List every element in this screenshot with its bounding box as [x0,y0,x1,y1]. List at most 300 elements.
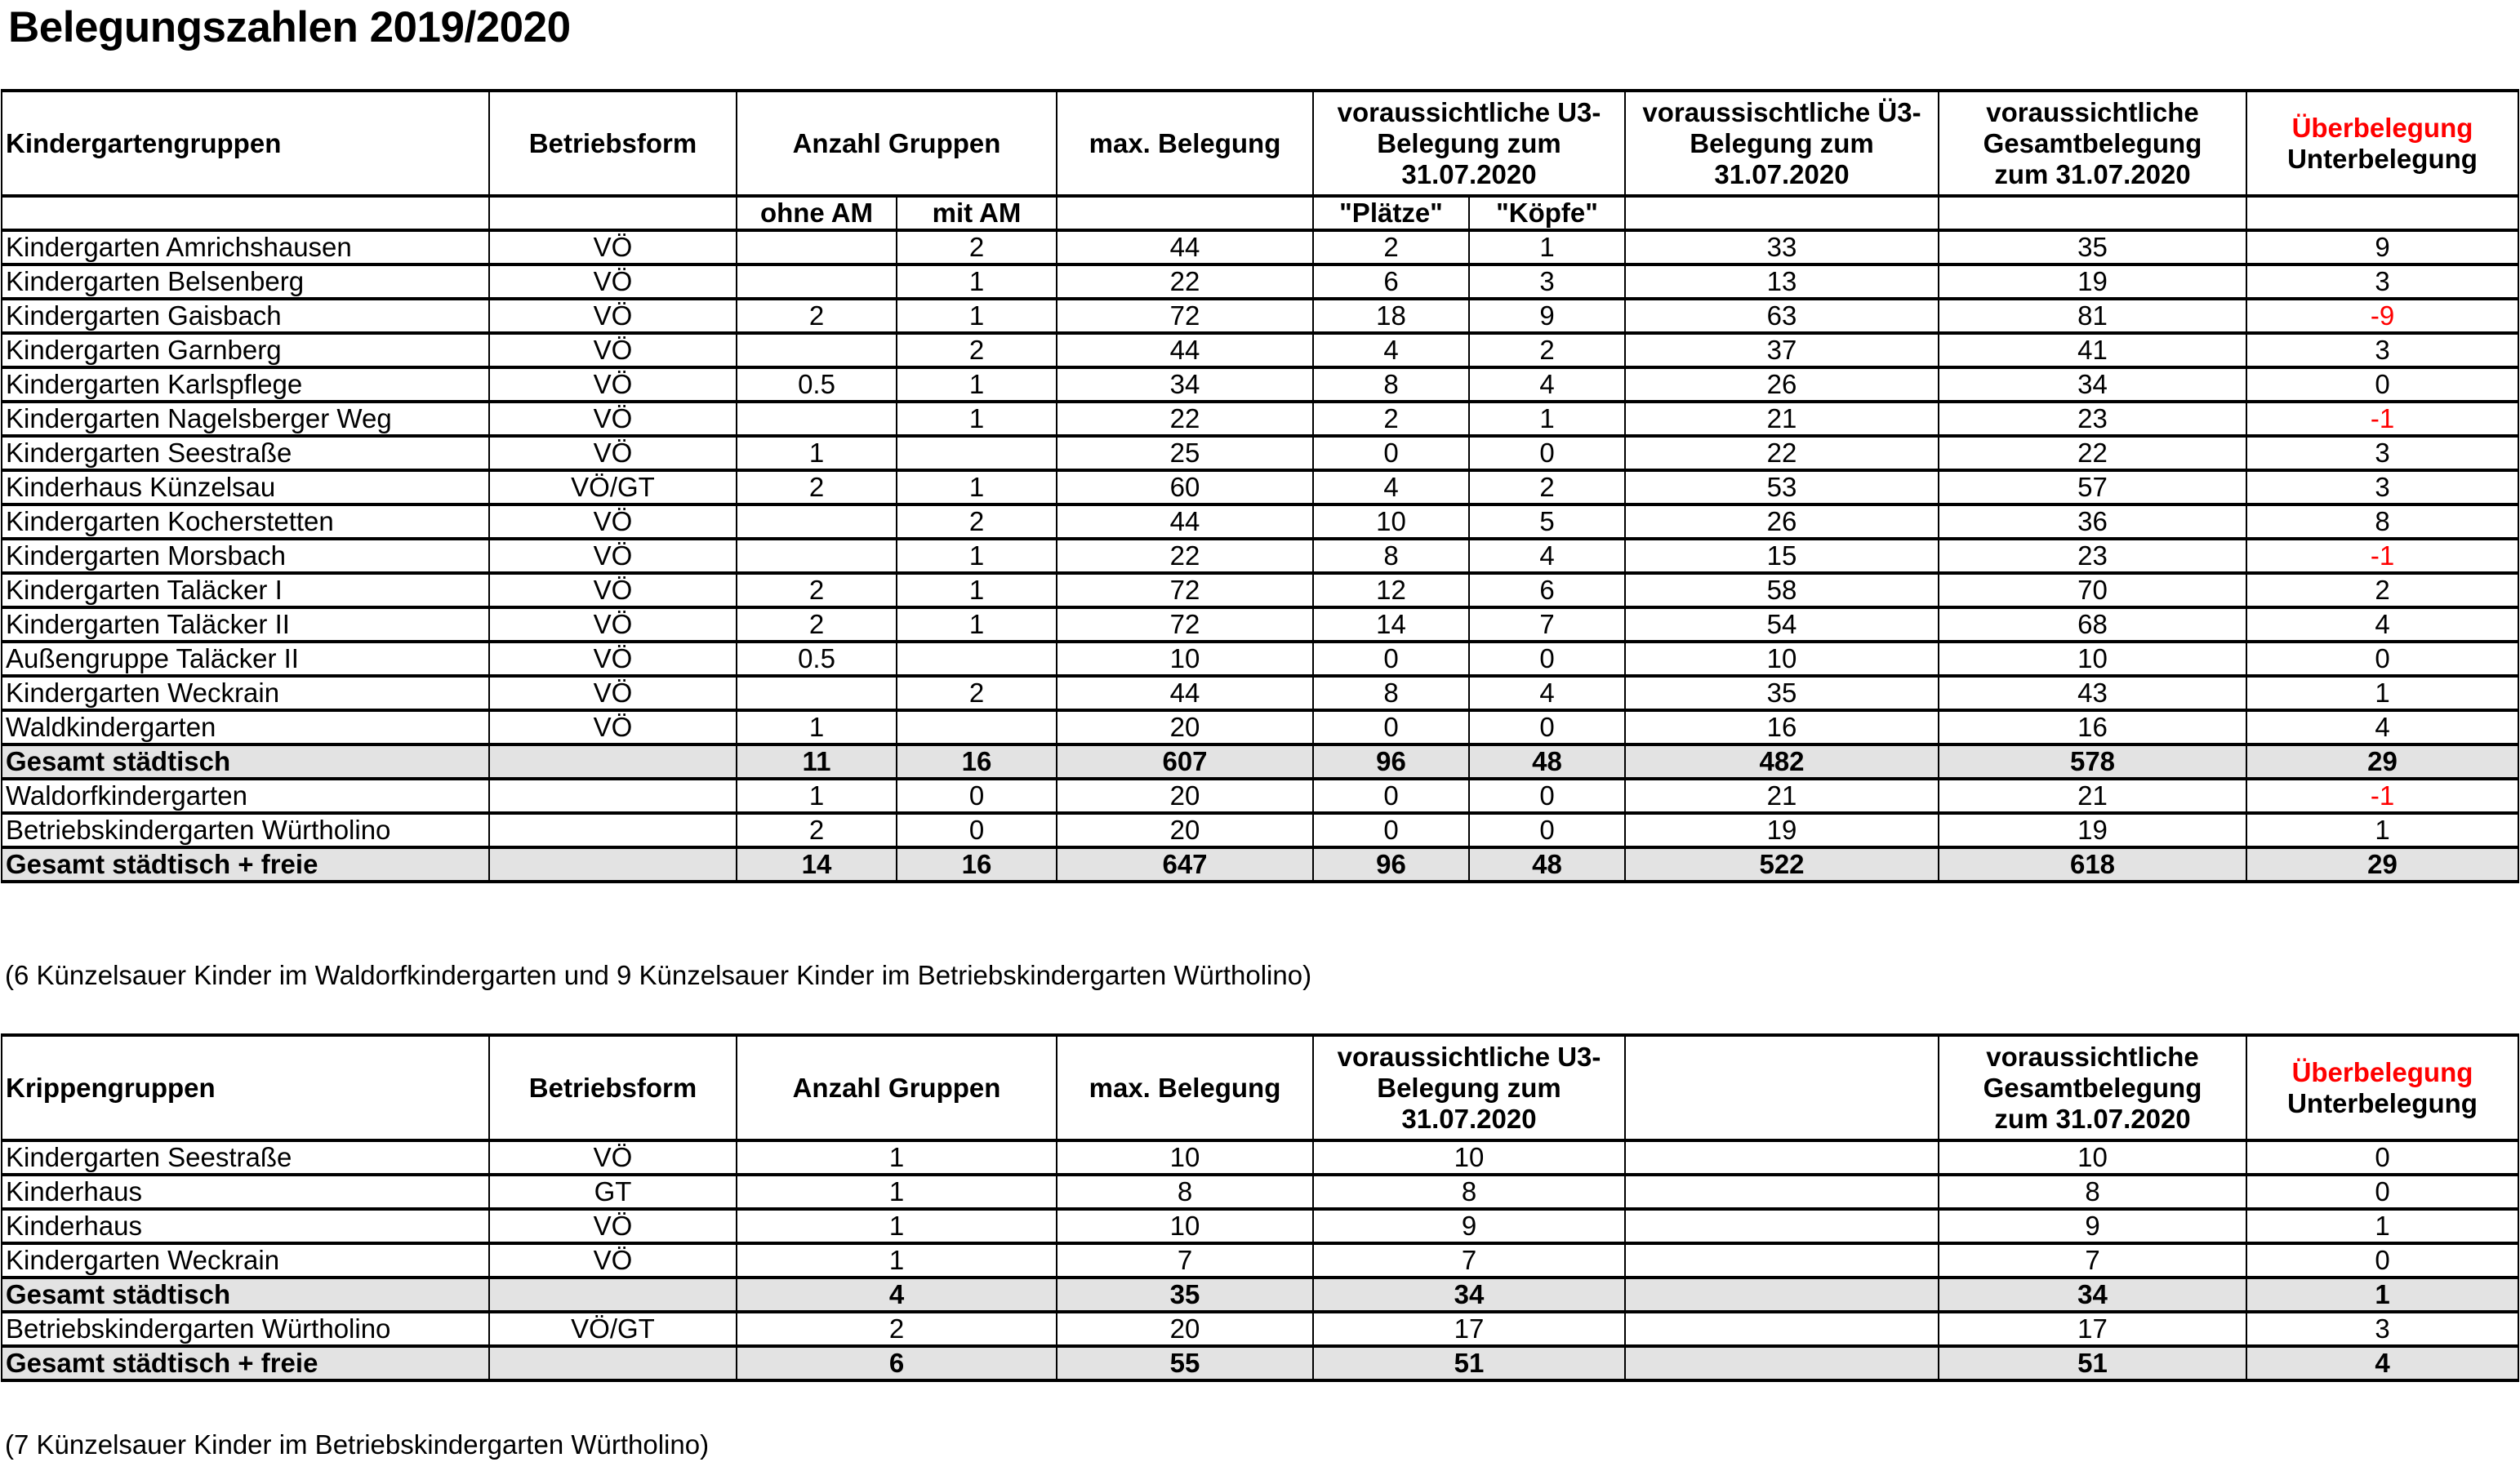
cell-gesamt: 578 [1939,744,2246,779]
cell-diff: 0 [2246,1140,2518,1175]
cell-empty [1625,1175,1939,1209]
cell-koepfe: 0 [1469,710,1625,744]
table-row [2,676,2518,710]
cell-mit-am: 1 [897,470,1057,504]
cell-name: Gesamt städtisch [2,1278,489,1312]
cell-gesamt: 41 [1939,333,2246,367]
header-u3-line: voraussichtliche U3- [1337,1041,1601,1072]
subheader-empty [489,196,737,230]
cell-ue3: 37 [1625,333,1939,367]
cell-name: Betriebskindergarten Würtholino [2,1312,489,1346]
cell-max: 44 [1057,333,1313,367]
cell-plaetze: 18 [1313,299,1469,333]
cell-gesamt: 43 [1939,676,2246,710]
total-row [2,744,2518,779]
cell-name: Gesamt städtisch + freie [2,847,489,882]
cell-max: 8 [1057,1175,1313,1209]
cell-max: 72 [1057,299,1313,333]
cell-empty [1625,1278,1939,1312]
cell-gesamt: 35 [1939,230,2246,264]
subheader-mit-am: mit AM [897,196,1057,230]
cell-ohne-am: 1 [737,710,897,744]
cell-mit-am: 1 [897,264,1057,299]
table-row [2,1312,2518,1346]
header-u3-line: voraussichtliche U3- [1337,96,1601,127]
cell-plaetze: 0 [1313,813,1469,847]
cell-koepfe: 0 [1469,779,1625,813]
cell-name: Kindergarten Morsbach [2,539,489,573]
cell-diff: 0 [2246,1175,2518,1209]
header-unterbelegung: Unterbelegung [2287,143,2478,174]
cell-ue3: 13 [1625,264,1939,299]
header-ue3-line: 31.07.2020 [1714,158,1850,189]
cell-u3: 7 [1313,1243,1625,1278]
cell-gesamt: 22 [1939,436,2246,470]
cell-form [489,779,737,813]
cell-ohne-am [737,539,897,573]
cell-plaetze: 0 [1313,710,1469,744]
cell-form: VÖ [489,264,737,299]
cell-mit-am: 2 [897,504,1057,539]
cell-mit-am: 1 [897,573,1057,607]
subheader-empty [1057,196,1313,230]
header-u3-line: Belegung zum [1377,127,1561,158]
cell-mit-am: 1 [897,367,1057,402]
header-gesamt-line: zum 31.07.2020 [1994,158,2191,189]
cell-form: VÖ [489,230,737,264]
cell-ue3: 16 [1625,710,1939,744]
cell-diff: 4 [2246,607,2518,642]
cell-ue3: 35 [1625,676,1939,710]
header-gesamt-line: voraussichtliche [1986,96,2199,127]
cell-diff: 29 [2246,847,2518,882]
cell-plaetze: 4 [1313,470,1469,504]
cell-gesamt: 618 [1939,847,2246,882]
cell-gesamt: 23 [1939,539,2246,573]
cell-koepfe: 0 [1469,642,1625,676]
cell-max: 22 [1057,539,1313,573]
table-row [2,470,2518,504]
header-gesamt-line: zum 31.07.2020 [1994,1103,2191,1134]
header-ueber-unterbelegung [2246,1035,2518,1140]
cell-u3: 17 [1313,1312,1625,1346]
page-title: Belegungszahlen 2019/2020 [8,3,571,51]
table-row [2,264,2518,299]
cell-ue3: 15 [1625,539,1939,573]
header-gesamtbelegung [1939,1035,2246,1140]
header-ue3-line: voraussischtliche Ü3- [1642,96,1921,127]
cell-ohne-am: 2 [737,470,897,504]
cell-ue3: 26 [1625,367,1939,402]
cell-form: VÖ [489,333,737,367]
cell-max: 7 [1057,1243,1313,1278]
header-gesamt-line: voraussichtliche [1986,1041,2199,1072]
cell-koepfe: 6 [1469,573,1625,607]
cell-max: 20 [1057,779,1313,813]
header-u3-belegung [1313,91,1625,196]
cell-u3: 34 [1313,1278,1625,1312]
cell-name: Außengruppe Taläcker II [2,642,489,676]
cell-koepfe: 7 [1469,607,1625,642]
cell-plaetze: 96 [1313,744,1469,779]
cell-diff: 3 [2246,264,2518,299]
cell-gesamt: 10 [1939,1140,2246,1175]
cell-mit-am: 1 [897,402,1057,436]
cell-diff: 2 [2246,573,2518,607]
cell-form: VÖ/GT [489,1312,737,1346]
cell-ohne-am: 2 [737,607,897,642]
krippen-table [1,1033,2519,1382]
table-row [2,573,2518,607]
cell-name: Kinderhaus [2,1175,489,1209]
cell-max: 20 [1057,1312,1313,1346]
cell-diff: 1 [2246,1278,2518,1312]
cell-u3: 51 [1313,1346,1625,1380]
header-max-belegung: max. Belegung [1057,1035,1313,1140]
cell-plaetze: 96 [1313,847,1469,882]
cell-max: 22 [1057,402,1313,436]
cell-mit-am [897,710,1057,744]
cell-plaetze: 4 [1313,333,1469,367]
table-row [2,333,2518,367]
header-ue3-belegung [1625,91,1939,196]
cell-koepfe: 4 [1469,676,1625,710]
subheader-empty [1625,196,1939,230]
cell-diff: 3 [2246,470,2518,504]
cell-ue3: 33 [1625,230,1939,264]
cell-form: VÖ [489,676,737,710]
cell-koepfe: 4 [1469,539,1625,573]
cell-diff: 3 [2246,333,2518,367]
cell-gesamt: 68 [1939,607,2246,642]
cell-mit-am [897,436,1057,470]
cell-mit-am: 16 [897,847,1057,882]
cell-plaetze: 2 [1313,230,1469,264]
cell-koepfe: 48 [1469,847,1625,882]
cell-plaetze: 8 [1313,539,1469,573]
cell-name: Kindergarten Weckrain [2,1243,489,1278]
cell-koepfe: 48 [1469,744,1625,779]
header-empty [1625,1035,1939,1140]
cell-gesamt: 51 [1939,1346,2246,1380]
cell-gesamt: 10 [1939,642,2246,676]
cell-koepfe: 9 [1469,299,1625,333]
cell-name: Kinderhaus Künzelsau [2,470,489,504]
cell-gruppen: 2 [737,1312,1057,1346]
cell-plaetze: 0 [1313,642,1469,676]
cell-ohne-am [737,264,897,299]
cell-form: VÖ [489,367,737,402]
table-row [2,299,2518,333]
cell-form: VÖ [489,504,737,539]
footnote-kindergarten: (6 Künzelsauer Kinder im Waldorfkindergarten und 9 Künzelsauer Kinder im Betriebskindergarten Würtholino) [5,960,1312,990]
cell-plaetze: 2 [1313,402,1469,436]
cell-empty [1625,1243,1939,1278]
cell-form [489,1346,737,1380]
cell-diff: 3 [2246,436,2518,470]
cell-empty [1625,1346,1939,1380]
header-ue3-line: Belegung zum [1690,127,1874,158]
cell-gesamt: 9 [1939,1209,2246,1243]
cell-name: Kindergarten Gaisbach [2,299,489,333]
cell-max: 25 [1057,436,1313,470]
cell-ohne-am: 2 [737,299,897,333]
table-row [2,642,2518,676]
cell-form [489,813,737,847]
cell-name: Kindergarten Amrichshausen [2,230,489,264]
cell-max: 35 [1057,1278,1313,1312]
cell-empty [1625,1312,1939,1346]
cell-diff: 0 [2246,367,2518,402]
cell-plaetze: 14 [1313,607,1469,642]
cell-mit-am: 1 [897,539,1057,573]
cell-ohne-am: 0.5 [737,367,897,402]
cell-name: Gesamt städtisch [2,744,489,779]
cell-ohne-am [737,402,897,436]
cell-diff: 3 [2246,1312,2518,1346]
cell-name: Waldorfkindergarten [2,779,489,813]
cell-name: Kindergarten Nagelsberger Weg [2,402,489,436]
header-anzahl-gruppen: Anzahl Gruppen [737,91,1057,196]
cell-mit-am: 0 [897,813,1057,847]
cell-diff: 4 [2246,1346,2518,1380]
cell-gesamt: 16 [1939,710,2246,744]
cell-gruppen: 4 [737,1278,1057,1312]
cell-max: 44 [1057,676,1313,710]
cell-ohne-am: 11 [737,744,897,779]
cell-plaetze: 0 [1313,779,1469,813]
cell-koepfe: 1 [1469,230,1625,264]
cell-diff: 0 [2246,642,2518,676]
header-anzahl-gruppen: Anzahl Gruppen [737,1035,1057,1140]
cell-ue3: 482 [1625,744,1939,779]
header-ueberbelegung: Überbelegung [2291,112,2473,143]
cell-gesamt: 8 [1939,1175,2246,1209]
cell-name: Kindergarten Kocherstetten [2,504,489,539]
cell-name: Waldkindergarten [2,710,489,744]
cell-max: 44 [1057,230,1313,264]
table-row [2,710,2518,744]
cell-mit-am: 2 [897,676,1057,710]
table-row [2,779,2518,813]
cell-gesamt: 7 [1939,1243,2246,1278]
table-row [2,436,2518,470]
cell-form: VÖ [489,299,737,333]
cell-gruppen: 1 [737,1209,1057,1243]
cell-u3: 9 [1313,1209,1625,1243]
cell-name: Kindergarten Garnberg [2,333,489,367]
cell-diff: 1 [2246,1209,2518,1243]
cell-ohne-am: 2 [737,813,897,847]
table-row [2,813,2518,847]
cell-mit-am: 1 [897,607,1057,642]
cell-koepfe: 1 [1469,402,1625,436]
cell-name: Betriebskindergarten Würtholino [2,813,489,847]
cell-diff: 4 [2246,710,2518,744]
header-kindergartengruppen: Kindergartengruppen [2,91,489,196]
cell-max: 44 [1057,504,1313,539]
cell-ohne-am: 14 [737,847,897,882]
subheader-ohne-am: ohne AM [737,196,897,230]
cell-ue3: 10 [1625,642,1939,676]
cell-ue3: 22 [1625,436,1939,470]
cell-form: VÖ [489,607,737,642]
cell-gesamt: 34 [1939,1278,2246,1312]
cell-form [489,847,737,882]
cell-u3: 10 [1313,1140,1625,1175]
header-ueber-unterbelegung [2246,91,2518,196]
cell-form: VÖ [489,1243,737,1278]
cell-diff: -1 [2246,779,2518,813]
cell-name: Kindergarten Belsenberg [2,264,489,299]
subheader-empty [1939,196,2246,230]
cell-koepfe: 0 [1469,813,1625,847]
cell-name: Gesamt städtisch + freie [2,1346,489,1380]
cell-gesamt: 17 [1939,1312,2246,1346]
cell-u3: 8 [1313,1175,1625,1209]
cell-koepfe: 2 [1469,333,1625,367]
cell-max: 10 [1057,642,1313,676]
cell-form: VÖ [489,436,737,470]
total-row [2,847,2518,882]
cell-mit-am [897,642,1057,676]
cell-max: 20 [1057,710,1313,744]
cell-gesamt: 70 [1939,573,2246,607]
cell-gruppen: 6 [737,1346,1057,1380]
table-row [2,607,2518,642]
cell-gesamt: 19 [1939,264,2246,299]
cell-mit-am: 0 [897,779,1057,813]
cell-name: Kindergarten Taläcker II [2,607,489,642]
cell-ohne-am: 1 [737,436,897,470]
subheader-plaetze: "Plätze" [1313,196,1469,230]
cell-max: 20 [1057,813,1313,847]
cell-gesamt: 57 [1939,470,2246,504]
cell-max: 647 [1057,847,1313,882]
cell-ue3: 63 [1625,299,1939,333]
cell-ohne-am: 1 [737,779,897,813]
cell-max: 10 [1057,1209,1313,1243]
cell-form: VÖ [489,1140,737,1175]
cell-ue3: 19 [1625,813,1939,847]
total-row [2,1278,2518,1312]
cell-max: 55 [1057,1346,1313,1380]
cell-ohne-am [737,333,897,367]
cell-koepfe: 3 [1469,264,1625,299]
table-row [2,504,2518,539]
cell-form: VÖ [489,642,737,676]
cell-max: 34 [1057,367,1313,402]
header-gesamt-line: Gesamtbelegung [1983,1072,2202,1103]
header-gesamtbelegung [1939,91,2246,196]
cell-gesamt: 19 [1939,813,2246,847]
cell-ue3: 53 [1625,470,1939,504]
header-max-belegung: max. Belegung [1057,91,1313,196]
cell-form: VÖ [489,402,737,436]
header-u3-line: Belegung zum [1377,1072,1561,1103]
cell-name: Kindergarten Seestraße [2,1140,489,1175]
footnote-krippen: (7 Künzelsauer Kinder im Betriebskindergarten Würtholino) [5,1429,710,1460]
cell-form [489,744,737,779]
cell-plaetze: 10 [1313,504,1469,539]
cell-koepfe: 2 [1469,470,1625,504]
cell-form: GT [489,1175,737,1209]
table-row [2,1209,2518,1243]
table-row [2,230,2518,264]
cell-ohne-am [737,676,897,710]
cell-plaetze: 8 [1313,676,1469,710]
cell-koepfe: 4 [1469,367,1625,402]
cell-ohne-am: 2 [737,573,897,607]
cell-gruppen: 1 [737,1243,1057,1278]
cell-diff: 1 [2246,813,2518,847]
cell-diff: 8 [2246,504,2518,539]
cell-ue3: 26 [1625,504,1939,539]
cell-diff: 1 [2246,676,2518,710]
header-u3-line: 31.07.2020 [1401,1103,1537,1134]
kindergarten-table-body [2,230,2518,882]
subheader-koepfe: "Köpfe" [1469,196,1625,230]
cell-gesamt: 34 [1939,367,2246,402]
cell-diff: -1 [2246,539,2518,573]
cell-mit-am: 2 [897,230,1057,264]
table-row [2,1243,2518,1278]
cell-gesamt: 21 [1939,779,2246,813]
total-row [2,1346,2518,1380]
cell-gruppen: 1 [737,1175,1057,1209]
cell-koepfe: 0 [1469,436,1625,470]
cell-form: VÖ [489,710,737,744]
cell-diff: 0 [2246,1243,2518,1278]
header-ueberbelegung: Überbelegung [2291,1056,2473,1087]
table-row [2,367,2518,402]
cell-form: VÖ/GT [489,470,737,504]
table-row [2,1175,2518,1209]
cell-gesamt: 23 [1939,402,2246,436]
header-u3-belegung [1313,1035,1625,1140]
cell-ohne-am [737,230,897,264]
table-row [2,402,2518,436]
cell-ohne-am: 0.5 [737,642,897,676]
cell-ue3: 54 [1625,607,1939,642]
header-betriebsform: Betriebsform [489,91,737,196]
subheader-empty [2,196,489,230]
cell-gesamt: 81 [1939,299,2246,333]
cell-max: 72 [1057,607,1313,642]
cell-name: Kinderhaus [2,1209,489,1243]
cell-plaetze: 6 [1313,264,1469,299]
header-unterbelegung: Unterbelegung [2287,1087,2478,1118]
header-betriebsform: Betriebsform [489,1035,737,1140]
cell-plaetze: 0 [1313,436,1469,470]
cell-form [489,1278,737,1312]
cell-max: 72 [1057,573,1313,607]
cell-diff: -9 [2246,299,2518,333]
cell-ue3: 522 [1625,847,1939,882]
cell-max: 10 [1057,1140,1313,1175]
header-u3-line: 31.07.2020 [1401,158,1537,189]
cell-plaetze: 12 [1313,573,1469,607]
cell-ohne-am [737,504,897,539]
cell-empty [1625,1140,1939,1175]
table-row [2,539,2518,573]
cell-mit-am: 16 [897,744,1057,779]
cell-empty [1625,1209,1939,1243]
cell-ue3: 21 [1625,779,1939,813]
cell-form: VÖ [489,539,737,573]
cell-name: Kindergarten Seestraße [2,436,489,470]
cell-koepfe: 5 [1469,504,1625,539]
